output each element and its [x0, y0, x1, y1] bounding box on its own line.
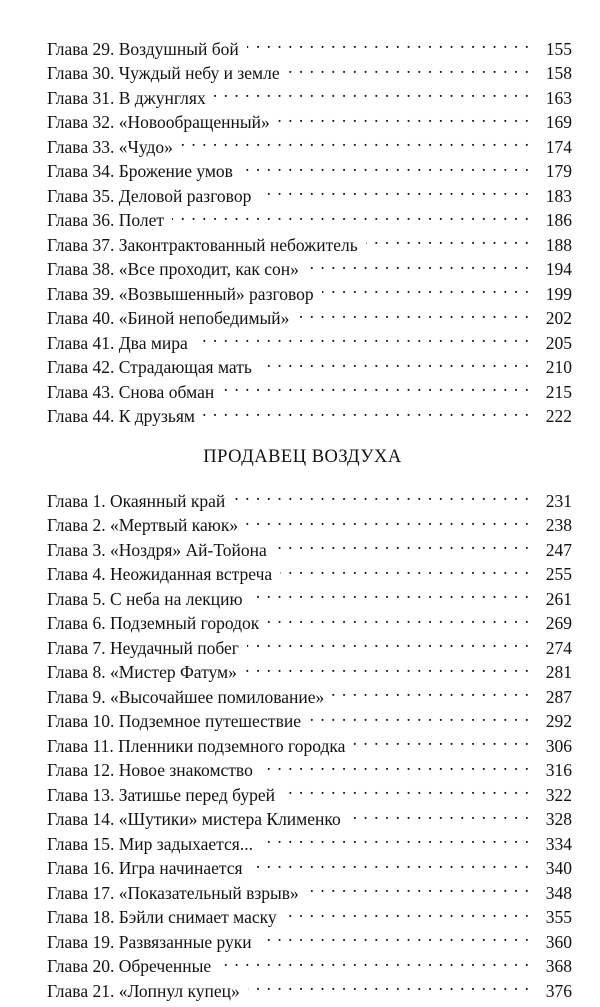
- dot-leader: [248, 972, 530, 997]
- chapter-title: Глава 18. Бэйли снимает маску: [47, 907, 277, 927]
- page-number: 186: [545, 210, 572, 230]
- chapter-title: Глава 1. Окаянный край: [47, 490, 226, 511]
- page-number: 202: [545, 308, 572, 328]
- dot-leader: [233, 482, 530, 507]
- chapter-title: Глава 37. Законтрактованный небожитель: [47, 234, 358, 255]
- dot-leader: [353, 727, 530, 752]
- dot-leader: [260, 923, 530, 948]
- page-number: 322: [545, 784, 572, 805]
- chapter-title: Глава 7. Неудачный побег: [47, 637, 239, 658]
- dot-leader: [246, 507, 530, 532]
- page-number: 334: [545, 833, 572, 854]
- dot-leader: [309, 703, 530, 728]
- dot-leader: [349, 801, 530, 826]
- dot-leader: [219, 948, 530, 973]
- toc-part1: [47, 30, 572, 426]
- chapter-title: Глава 29. Воздушный бой: [47, 38, 239, 59]
- chapter-title: Глава 42. Страдающая мать: [47, 357, 252, 377]
- chapter-title: Глава 32. «Новообращенный»: [47, 112, 270, 132]
- dot-leader: [285, 899, 530, 924]
- page-number: 205: [545, 332, 572, 353]
- section-heading: ПРОДАВЕЦ ВОЗДУХА: [203, 447, 402, 467]
- chapter-title: Глава 5. С неба на лекцию: [47, 588, 243, 609]
- chapter-title: Глава 38. «Все проходит, как сон»: [47, 259, 299, 279]
- chapter-title: Глава 6. Подземный городок: [47, 613, 260, 633]
- page-number: 368: [545, 956, 572, 976]
- chapter-title: Глава 13. Затишье перед бурей: [47, 784, 275, 805]
- dot-leader: [196, 324, 530, 349]
- page-number: 376: [545, 980, 572, 1001]
- dot-leader: [288, 55, 530, 80]
- page-number: 169: [545, 112, 572, 132]
- dot-leader: [181, 128, 530, 153]
- page-number: 188: [545, 234, 572, 255]
- chapter-title: Глава 41. Два мира: [47, 332, 188, 353]
- dot-leader: [247, 629, 530, 654]
- page-number: 328: [545, 809, 572, 829]
- dot-leader: [280, 556, 530, 581]
- page-number: 199: [545, 283, 572, 304]
- dot-leader: [214, 79, 530, 104]
- page-number: 194: [545, 259, 572, 279]
- dot-leader: [332, 678, 530, 703]
- chapter-title: Глава 2. «Мертвый каюк»: [47, 515, 239, 535]
- page-number: 355: [545, 907, 572, 927]
- chapter-title: Глава 12. Новое знакомство: [47, 760, 253, 780]
- dot-leader: [307, 251, 530, 276]
- page-number: 292: [545, 711, 572, 731]
- chapter-title: Глава 4. Неожиданная встреча: [47, 564, 273, 584]
- chapter-title: Глава 9. «Высочайшее помилование»: [47, 686, 325, 707]
- page-number: 158: [545, 63, 572, 83]
- chapter-title: Глава 11. Пленники подземного городка: [47, 735, 346, 756]
- chapter-title: Глава 19. Развязанные руки: [47, 931, 252, 952]
- dot-leader: [278, 104, 530, 129]
- page-number: 360: [545, 931, 572, 952]
- page-number: 231: [545, 490, 572, 511]
- chapter-title: Глава 3. «Ноздря» Ай-Тойона: [47, 539, 267, 560]
- dot-leader: [259, 177, 530, 202]
- dot-leader: [261, 825, 530, 850]
- dot-leader: [260, 349, 530, 374]
- page-number: 287: [545, 686, 572, 707]
- dot-leader: [275, 531, 530, 556]
- dot-leader: [297, 300, 530, 325]
- chapter-title: Глава 14. «Шутики» мистера Клименко: [47, 809, 341, 829]
- dot-leader: [267, 605, 530, 630]
- chapter-title: Глава 17. «Показательный взрыв»: [47, 882, 299, 903]
- page-number: 340: [545, 858, 572, 878]
- chapter-title: Глава 10. Подземное путешествие: [47, 711, 301, 731]
- toc-entry: [47, 482, 572, 511]
- chapter-title: Глава 8. «Мистер Фатум»: [47, 662, 237, 682]
- chapter-title: Глава 30. Чуждый небу и земле: [47, 63, 280, 83]
- page-number: 261: [545, 588, 572, 609]
- chapter-title: Глава 40. «Биной непобедимый»: [47, 308, 290, 328]
- dot-leader: [307, 874, 530, 899]
- chapter-title: Глава 39. «Возвышенный» разговор: [47, 283, 314, 304]
- dot-leader: [261, 752, 530, 777]
- chapter-title: Глава 36. Полет: [47, 210, 165, 230]
- page-number: 210: [545, 357, 572, 377]
- chapter-title: Глава 20. Обреченные: [47, 956, 212, 976]
- page-number: 316: [545, 760, 572, 780]
- toc-entry: [47, 30, 572, 59]
- page-number: 247: [545, 539, 572, 560]
- chapter-title: Глава 16. Игра начинается: [47, 858, 243, 878]
- chapter-title: Глава 31. В джунглях: [47, 87, 206, 108]
- page-number: 155: [545, 38, 572, 59]
- chapter-title: Глава 21. «Лопнул купец»: [47, 980, 240, 1001]
- chapter-title: Глава 34. Брожение умов: [47, 161, 233, 181]
- chapter-title: Глава 33. «Чудо»: [47, 136, 173, 157]
- page-number: 348: [545, 882, 572, 903]
- dot-leader: [283, 776, 530, 801]
- dot-leader: [241, 153, 530, 178]
- page-number: 274: [545, 637, 572, 658]
- page-number: 215: [545, 381, 572, 402]
- chapter-title: Глава 15. Мир задыхается...: [47, 833, 253, 854]
- page-number: 183: [545, 185, 572, 206]
- page-number: 222: [545, 406, 572, 426]
- page-number: 281: [545, 662, 572, 682]
- page-number: 179: [545, 161, 572, 181]
- page-number: 255: [545, 564, 572, 584]
- page-number: 306: [545, 735, 572, 756]
- page-number: 174: [545, 136, 572, 157]
- toc-part2: [47, 482, 572, 1001]
- dot-leader: [222, 373, 530, 398]
- dot-leader: [245, 654, 530, 679]
- dot-leader: [251, 850, 530, 875]
- chapter-title: Глава 44. К друзьям: [47, 406, 195, 426]
- chapter-title: Глава 35. Деловой разговор: [47, 185, 252, 206]
- page-number: 269: [545, 613, 572, 633]
- dot-leader: [172, 202, 530, 227]
- dot-leader: [251, 580, 530, 605]
- dot-leader: [322, 275, 530, 300]
- dot-leader: [366, 226, 530, 251]
- page-number: 238: [545, 515, 572, 535]
- page-number: 163: [545, 87, 572, 108]
- chapter-title: Глава 43. Снова обман: [47, 381, 215, 402]
- dot-leader: [203, 398, 530, 423]
- dot-leader: [247, 30, 530, 55]
